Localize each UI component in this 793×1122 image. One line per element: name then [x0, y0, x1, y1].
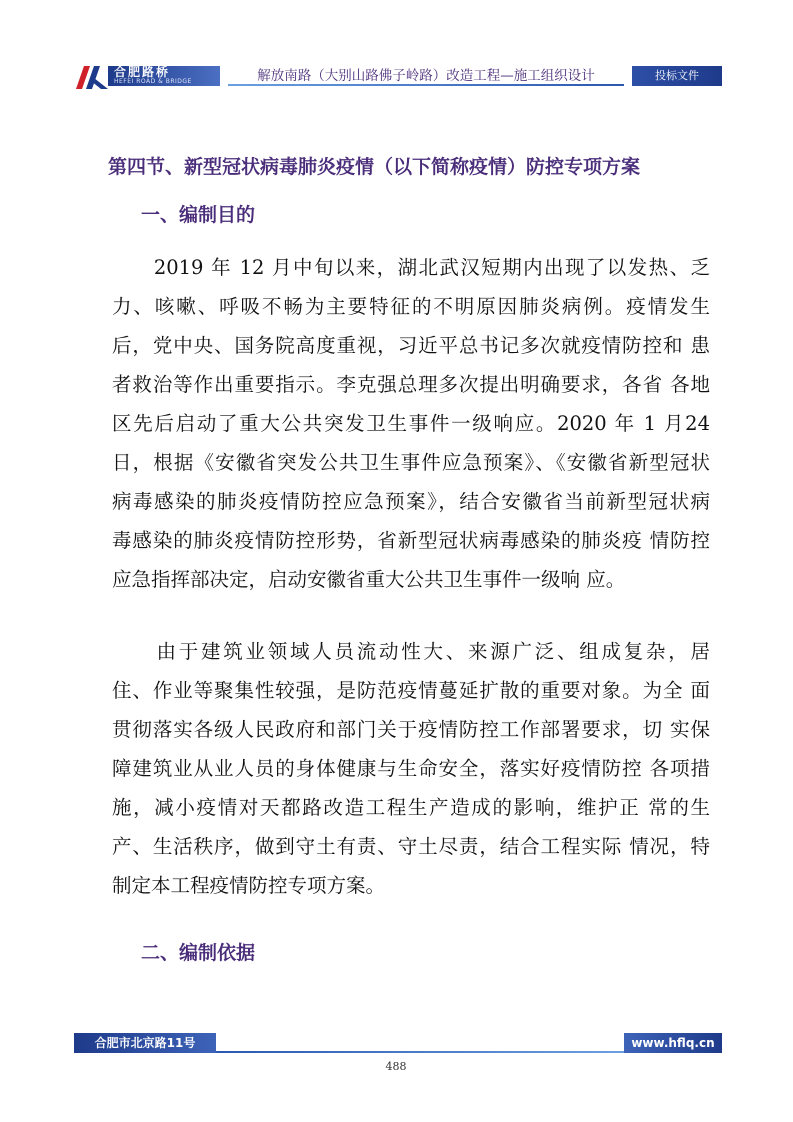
heading-purpose: 一、编制目的 — [141, 204, 256, 226]
section-title: 第四节、新型冠状病毒肺炎疫情（以下简称疫情）防控专项方案 — [108, 156, 641, 178]
text-line: 者救治等作出重要指示。李克强总理多次提出明确要求，各省 各地 — [112, 373, 710, 396]
paragraph-purpose-2 — [112, 632, 710, 905]
document-title: 解放南路（大别山路佛子岭路）改造工程—施工组织设计 — [257, 68, 595, 84]
text-line: 制定本工程疫情防控专项方案。 — [112, 874, 386, 897]
text-line: 区先后启动了重大公共突发卫生事件一级响应。2020 年 1 月24 — [112, 412, 710, 435]
text-line: 施，减小疫情对天都路改造工程生产造成的影响，维护正 常的生 — [112, 796, 710, 819]
page-number: 488 — [385, 1060, 407, 1073]
text-line: 2019 年 12 月中旬以来，湖北武汉短期内出现了以发热、乏 — [112, 256, 710, 279]
text-line: 病毒感染的肺炎疫情防控应急预案》，结合安徽省当前新型冠状病 — [112, 490, 710, 513]
heading-basis: 二、编制依据 — [141, 942, 256, 964]
text-line: 力、咳嗽、呼吸不畅为主要特征的不明原因肺炎病例。疫情发生 — [112, 295, 710, 318]
text-line: 毒感染的肺炎疫情防控形势，省新型冠状病毒感染的肺炎疫 情防控 — [112, 529, 710, 552]
document-type-badge: 投标文件 — [632, 66, 722, 86]
footer-address: 合肥市北京路11号 — [74, 1033, 216, 1053]
paragraph-purpose-1 — [112, 248, 710, 599]
page-header — [0, 0, 793, 100]
text-line: 产、生活秩序，做到守土有责、守土尽责，结合工程实际 情况，特 — [112, 835, 710, 858]
company-logo-icon — [74, 64, 110, 90]
footer-divider — [216, 1051, 624, 1053]
text-line: 由于建筑业领域人员流动性大、来源广泛、组成复杂，居 — [112, 640, 710, 663]
text-line: 住、作业等聚集性较强，是防范疫情蔓延扩散的重要对象。为全 面 — [112, 679, 710, 702]
logo-chinese-name: 合肥路桥 — [114, 65, 171, 79]
text-line: 应急指挥部决定，启动安徽省重大公共卫生事件一级响 应。 — [112, 568, 626, 591]
header-divider — [228, 84, 624, 86]
logo-english-name: HEFEI ROAD & BRIDGE — [114, 78, 192, 85]
text-line: 日，根据《安徽省突发公共卫生事件应急预案》、《安徽省新型冠状 — [112, 451, 710, 474]
footer-website-link[interactable]: www.hflq.cn — [624, 1033, 722, 1053]
text-line: 障建筑业从业人员的身体健康与生命安全，落实好疫情防控 各项措 — [112, 757, 710, 780]
text-line: 后，党中央、国务院高度重视，习近平总书记多次就疫情防控和 患 — [112, 334, 710, 357]
text-line: 贯彻落实各级人民政府和部门关于疫情防控工作部署要求，切 实保 — [112, 718, 710, 741]
logo-wordmark — [108, 66, 220, 86]
